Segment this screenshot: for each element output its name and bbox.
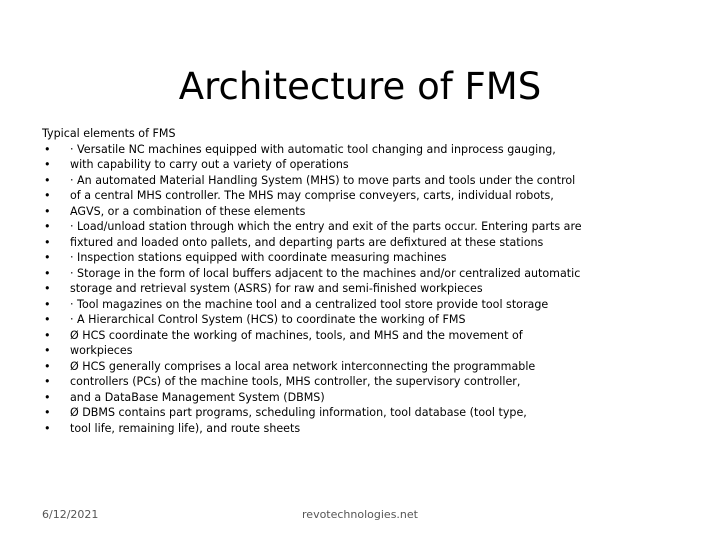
bullet-item <box>42 173 682 189</box>
content-heading: Typical elements of FMS <box>42 127 176 140</box>
bullet-marker: • <box>44 421 51 435</box>
bullet-marker: • <box>44 235 51 249</box>
bullet-text: workpieces <box>70 344 133 357</box>
bullet-item <box>42 281 682 297</box>
footer-site: revotechnologies.net <box>302 508 418 521</box>
bullet-marker: • <box>44 204 51 218</box>
bullet-item <box>42 219 682 235</box>
bullet-marker: • <box>44 189 51 202</box>
bullet-text: · A Hierarchical Control System (HCS) to coordinate the working of FMS <box>70 313 466 326</box>
bullet-text: Ø DBMS contains part programs, scheduling information, tool database (tool type, <box>70 406 527 419</box>
bullet-text: AGVS, or a combination of these elements <box>70 204 306 218</box>
bullet-text: storage and retrieval system (ASRS) for raw and semi-finished workpieces <box>70 282 483 295</box>
bullet-marker: • <box>44 220 51 233</box>
bullet-item <box>42 235 682 251</box>
bullet-marker: • <box>44 328 51 342</box>
bullet-text: tool life, remaining life), and route sheets <box>70 421 301 435</box>
bullet-text: and a DataBase Management System (DBMS) <box>70 390 325 404</box>
bullet-text: · Load/unload station through which the entry and exit of the parts occur. Entering parts are <box>70 220 582 233</box>
bullet-marker: • <box>44 297 51 311</box>
bullet-text: controllers (PCs) of the machine tools, MHS controller, the supervisory controller, <box>70 375 521 388</box>
bullet-marker: • <box>44 142 51 156</box>
bullet-item <box>42 374 682 390</box>
bullet-item <box>42 204 682 220</box>
bullet-item <box>42 188 682 204</box>
bullet-item <box>42 142 682 158</box>
bullet-text: · Versatile NC machines equipped with automatic tool changing and inprocess gauging, <box>70 142 556 156</box>
bullet-text: with capability to carry out a variety of operations <box>70 158 349 171</box>
bullet-item <box>42 421 682 437</box>
bullet-item <box>42 266 682 282</box>
bullet-item <box>42 157 682 173</box>
bullet-marker: • <box>44 390 51 404</box>
bullet-text: of a central MHS controller. The MHS may comprise conveyers, carts, individual robots, <box>70 189 554 202</box>
bullet-text: · An automated Material Handling System (MHS) to move parts and tools under the control <box>70 173 576 187</box>
bullet-marker: • <box>44 313 51 326</box>
bullet-list <box>42 142 682 437</box>
bullet-item <box>42 343 682 359</box>
slide-title: Architecture of FMS <box>178 64 542 108</box>
bullet-item <box>42 359 682 375</box>
footer-date: 6/12/2021 <box>42 508 99 521</box>
bullet-item <box>42 328 682 344</box>
bullet-text: Ø HCS generally comprises a local area network interconnecting the programmable <box>70 359 536 373</box>
bullet-text: fixtured and loaded onto pallets, and departing parts are defixtured at these stations <box>70 235 544 249</box>
bullet-text: Ø HCS coordinate the working of machines, tools, and MHS and the movement of <box>70 328 523 342</box>
bullet-marker: • <box>44 375 51 388</box>
bullet-text: · Storage in the form of local buffers adjacent to the machines and/or centralized automatic <box>70 266 581 280</box>
bullet-marker: • <box>44 251 51 264</box>
bullet-text: · Tool magazines on the machine tool and a centralized tool store provide tool storage <box>70 297 549 311</box>
bullet-item <box>42 390 682 406</box>
bullet-item <box>42 297 682 313</box>
bullet-marker: • <box>44 173 51 187</box>
bullet-item <box>42 405 682 421</box>
bullet-marker: • <box>44 266 51 280</box>
bullet-text: · Inspection stations equipped with coordinate measuring machines <box>70 251 447 264</box>
slide-content <box>42 126 682 436</box>
bullet-marker: • <box>44 406 51 419</box>
bullet-item <box>42 312 682 328</box>
bullet-marker: • <box>44 158 51 171</box>
bullet-item <box>42 250 682 266</box>
bullet-marker: • <box>44 359 51 373</box>
bullet-marker: • <box>44 344 51 357</box>
bullet-marker: • <box>44 282 51 295</box>
